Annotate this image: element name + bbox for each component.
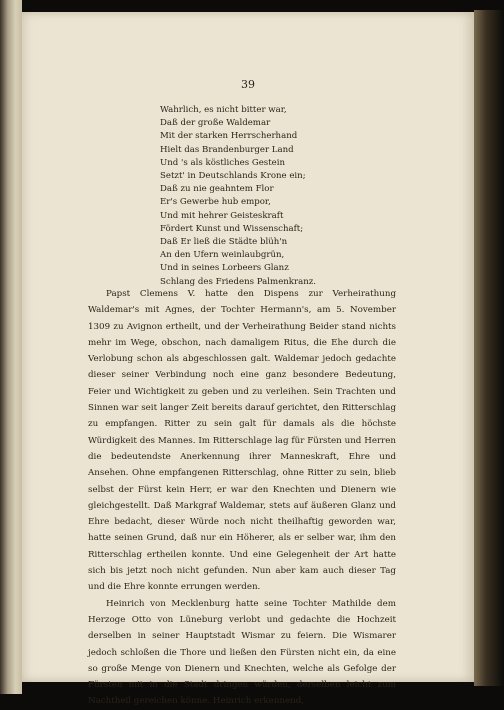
paragraph: Heinrich von Mecklenburg hatte seine Tochter Mathilde dem Herzoge Otto von Lüneburg verlobt und gedachte die Hochzeit derselben in seiner Hauptstadt Wismar zu feiern. Die Wismarer jedoch schloßen die Thore und ließen den Fürsten nicht ein, da eine so große Menge von Dienern und Knechten, welche als Gefolge der Fürsten mit in die Stadt dringen würden, derselben leicht zum Nachtheil gereichen könne. Heinrich erkennend, bbox=[88, 598, 396, 707]
poem-line: Wahrlich, es nicht bitter war, bbox=[160, 105, 287, 115]
poem-line: Daß Er ließ die Städte blüh'n bbox=[160, 237, 288, 248]
poem-line: Mit der starken Herrscherhand bbox=[160, 131, 298, 142]
adjacent-page-edge bbox=[0, 0, 22, 694]
poem-line: Und in seines Lorbeers Glanz bbox=[160, 263, 289, 274]
poem-line: Daß zu nie geahntem Flor bbox=[160, 184, 274, 195]
poem-line: Setzt' in Deutschlands Krone ein; bbox=[160, 171, 306, 182]
book-page bbox=[22, 12, 474, 707]
book-edge bbox=[474, 10, 504, 686]
poem-line: Schlang des Friedens Palmenkranz. bbox=[160, 276, 317, 287]
page-number: 39 bbox=[241, 78, 255, 91]
poem-line: Daß der große Waldemar bbox=[160, 118, 271, 129]
paragraph: Papst Clemens V. hatte den Dispens zur Verheirathung Waldemar's mit Agnes, der Tochter Hermann's, am 5. November 1309 zu Avignon ertheilt, und der Verheirathung Beider stand nichts mehr im Wege, obschon, nach damaligem Ritus, die Ehe durch die Verlobung schon als abgeschlossen galt. Waldemar jedoch gedachte dieser seiner Verbindung noch eine ganz besondere Bedeutung, Feier und Wichtigkeit zu geben und zu verleihen. Sein Trachten und Sinnen war seit langer Zeit bereits darauf gerichtet, den Ritterschlag zu empfangen. Ritter zu sein galt für damals als die höchste Würdigkeit des Mannes. Im Ritterschlage lag für Fürsten und Herren die bedeutendste Anerkennung ihrer Manneskraft, Ehre und Ansehen. Ohne empfangenen Ritterschlag, ohne Ritter zu sein, blieb selbst der Fürst kein Herr, er war den Knechten und Dienern wie gleichgestellt. Daß Markgraf Waldemar, stets auf äußeren Glanz und Ehre bedacht, dieser Würde noch nicht theilhaftig geworden war, hatte seinen Grund, daß nur ein Höherer, als er selber war, ihm den Ritterschlag ertheilen konnte. Und eine Gelegenheit der Art hatte sich bis jetzt noch nicht gefunden. Nun aber kam auch dieser Tag und die Ehre konnte errungen werden. bbox=[88, 289, 396, 593]
poem-line: Und mit hehrer Geisteskraft bbox=[160, 210, 284, 221]
poem-line: Er's Gewerbe hub empor, bbox=[160, 197, 271, 208]
poem-line: Fördert Kunst und Wissenschaft; bbox=[160, 223, 304, 234]
body-text bbox=[88, 286, 396, 710]
poem-line: Und 's als köstliches Gestein bbox=[160, 157, 286, 168]
poem-line: Hielt das Brandenburger Land bbox=[160, 144, 294, 155]
poem bbox=[160, 104, 316, 289]
poem-line: An den Ufern weinlaubgrün, bbox=[160, 250, 285, 261]
